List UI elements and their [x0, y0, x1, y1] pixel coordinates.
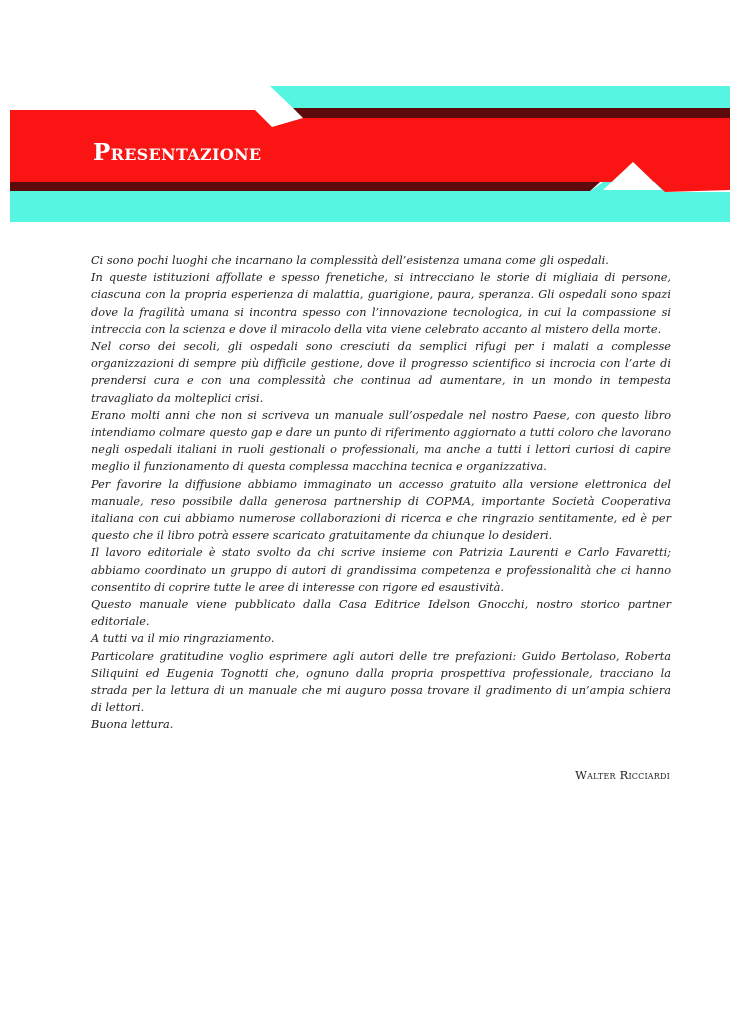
- banner-cyan-right: [665, 192, 730, 222]
- body-text: [91, 252, 671, 734]
- banner-cyan-top: [270, 86, 730, 108]
- paragraph: Particolare gratitudine voglio esprimere agli autori delle tre prefazioni: Guido Bertolaso, Roberta Siliquini ed Eugenia Tognotti che, ognuno dalla propria prospettiva professionale, tracciano la strada per la lettura di un manuale che mi auguro possa trovare il gradimento di un’ampia schiera di lettori.: [91, 649, 671, 715]
- paragraph: A tutti va il mio ringraziamento.: [91, 632, 275, 646]
- paragraph: Il lavoro editoriale è stato svolto da chi scrive insieme con Patrizia Laurenti e Carlo Favaretti; abbiamo coordinato un gruppo di autori di grandissima competenza e professionalità che ci hanno consentito di coprire tutte le aree di interesse con rigore ed esaustività.: [91, 546, 671, 594]
- paragraph: In queste istituzioni affollate e spesso frenetiche, si intrecciano le storie di migliaia di persone, ciascuna con la propria esperienza di malattia, guarigione, paura, speranza. Gli ospedali sono spazi dove la fragilità umana si incontra spesso con l’innovazione tecnologica, in cui la compassione si intreccia con la scienza e dove il miracolo della vita viene celebrato accanto al mistero della morte.: [91, 271, 671, 336]
- paragraph: Ci sono pochi luoghi che incarnano la complessità dell’esistenza umana come gli ospedali.: [91, 254, 609, 267]
- paragraph: Erano molti anni che non si scriveva un manuale sull’ospedale nel nostro Paese, con questo libro intendiamo colmare questo gap e dare un punto di riferimento aggiornato a tutti coloro che lavorano negli ospedali italiani in ruoli gestionali o professionali, ma anche a tutti i lettori curiosi di capire meglio il funzionamento di questa complessa macchina tecnica e organizzativa.: [91, 408, 671, 474]
- page-title: Presentazione: [93, 139, 262, 166]
- banner-dark-bottom: [10, 182, 600, 191]
- paragraph: Per favorire la diffusione abbiamo immaginato un accesso gratuito alla versione elettronica del manuale, reso possibile dalla generosa partnership di COPMA, importante Società Cooperativa italiana con cui abbiamo numerose collaborazioni di ricerca e che ringrazio sentitamente, ed è per questo che il libro potrà essere scaricato gratuitamente da chiunque lo desideri.: [91, 477, 671, 543]
- banner-dark-top: [293, 108, 730, 118]
- paragraph: Buona lettura.: [91, 718, 174, 732]
- paragraph: Nel corso dei secoli, gli ospedali sono cresciuti da semplici rifugi per i malati a complesse organizzazioni di sempre più difficile gestione, dove il progresso scientifico si incrocia con l’arte di prendersi cura e con una complessità che continua ad aumentare, in un mondo in tempesta travagliato da molteplici crisi.: [91, 340, 671, 405]
- paragraph: Questo manuale viene pubblicato dalla Casa Editrice Idelson Gnocchi, nostro storico partner editoriale.: [91, 598, 671, 629]
- author-signature: Walter Ricciardi: [575, 768, 670, 782]
- header-banner: [0, 0, 730, 230]
